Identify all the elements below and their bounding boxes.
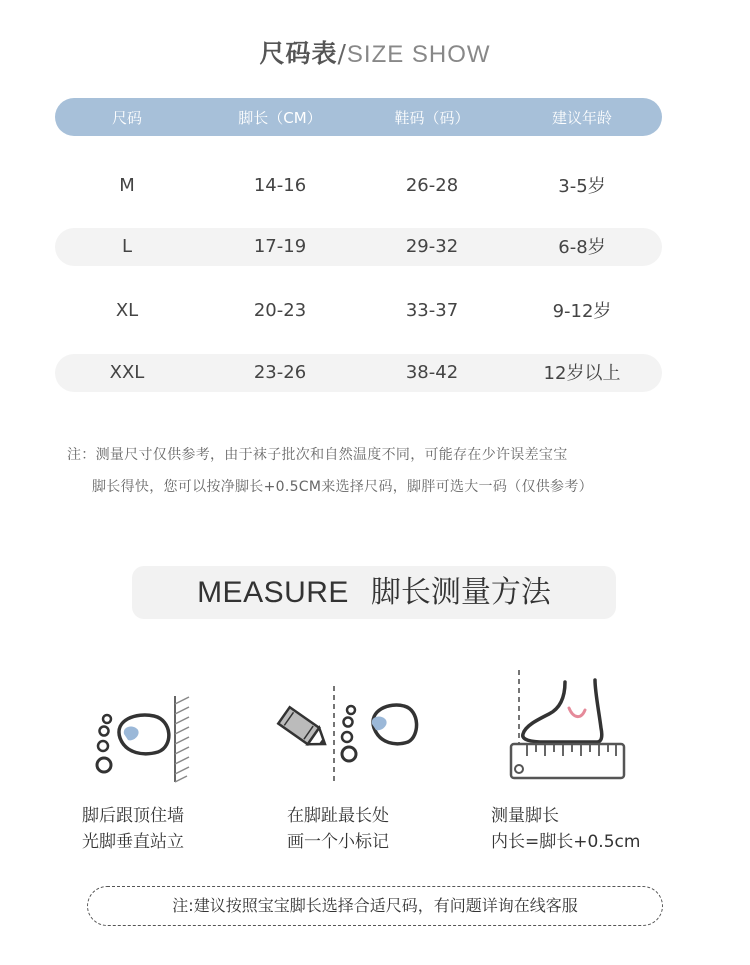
table-row [55, 292, 662, 330]
cell-foot-length: 20-23 [253, 300, 307, 321]
table-row [55, 354, 662, 392]
col-header-age: 建议年龄 [551, 109, 612, 127]
step-2-label [287, 803, 389, 855]
cell-age: 6-8岁 [558, 237, 606, 258]
size-table-header [55, 98, 662, 136]
table-row [55, 167, 662, 205]
cell-age: 12岁以上 [543, 363, 621, 384]
cell-age: 3-5岁 [558, 176, 606, 197]
footer-note: 注:建议按照宝宝脚长选择合适尺码，有问题详询在线客服 [87, 886, 663, 926]
col-header-shoe-size: 鞋码（码） [394, 109, 470, 127]
measure-title-en: MEASURE [197, 576, 349, 609]
size-note-line2: 脚长得快，您可以按净脚长+0.5CM来选择尺码，脚胖可选大一码（仅供参考） [92, 479, 593, 495]
cell-size: XXL [109, 362, 145, 383]
size-note-line1: 注：测量尺寸仅供参考，由于袜子批次和自然温度不同，可能存在少许误差宝宝 [67, 447, 568, 463]
cell-size: M [119, 175, 135, 196]
col-header-size: 尺码 [111, 109, 142, 127]
step-2-line2: 画一个小标记 [287, 832, 389, 852]
pencil-footprint-icon [274, 684, 419, 784]
title-separator: / [337, 39, 347, 68]
cell-age: 9-12岁 [552, 301, 612, 322]
step-1-label [82, 803, 184, 855]
foot-ruler-icon [505, 668, 630, 783]
footprint-wall-icon [92, 694, 197, 784]
step-1-line1: 脚后跟顶住墙 [82, 806, 184, 826]
step-1-line2: 光脚垂直站立 [82, 832, 184, 852]
title-cn: 尺码表 [259, 39, 338, 68]
step-2-line1: 在脚趾最长处 [287, 806, 389, 826]
cell-shoe-size: 26-28 [405, 175, 459, 196]
table-row [55, 228, 662, 266]
cell-foot-length: 14-16 [253, 175, 307, 196]
cell-size: XL [115, 300, 139, 321]
page-title [0, 34, 750, 70]
cell-shoe-size: 38-42 [405, 362, 459, 383]
step-3-label [491, 803, 640, 855]
title-en: SIZE SHOW [346, 41, 491, 68]
cell-shoe-size: 29-32 [405, 236, 459, 257]
step-3-line2: 内长=脚长+0.5cm [491, 832, 641, 852]
cell-foot-length: 17-19 [253, 236, 307, 257]
step-3-line1: 测量脚长 [491, 806, 559, 826]
measure-banner [132, 566, 616, 619]
col-header-foot-length: 脚长（CM） [238, 109, 322, 127]
cell-shoe-size: 33-37 [405, 300, 459, 321]
measure-title-cn: 脚长测量方法 [370, 575, 551, 610]
cell-foot-length: 23-26 [253, 362, 307, 383]
cell-size: L [121, 236, 133, 257]
